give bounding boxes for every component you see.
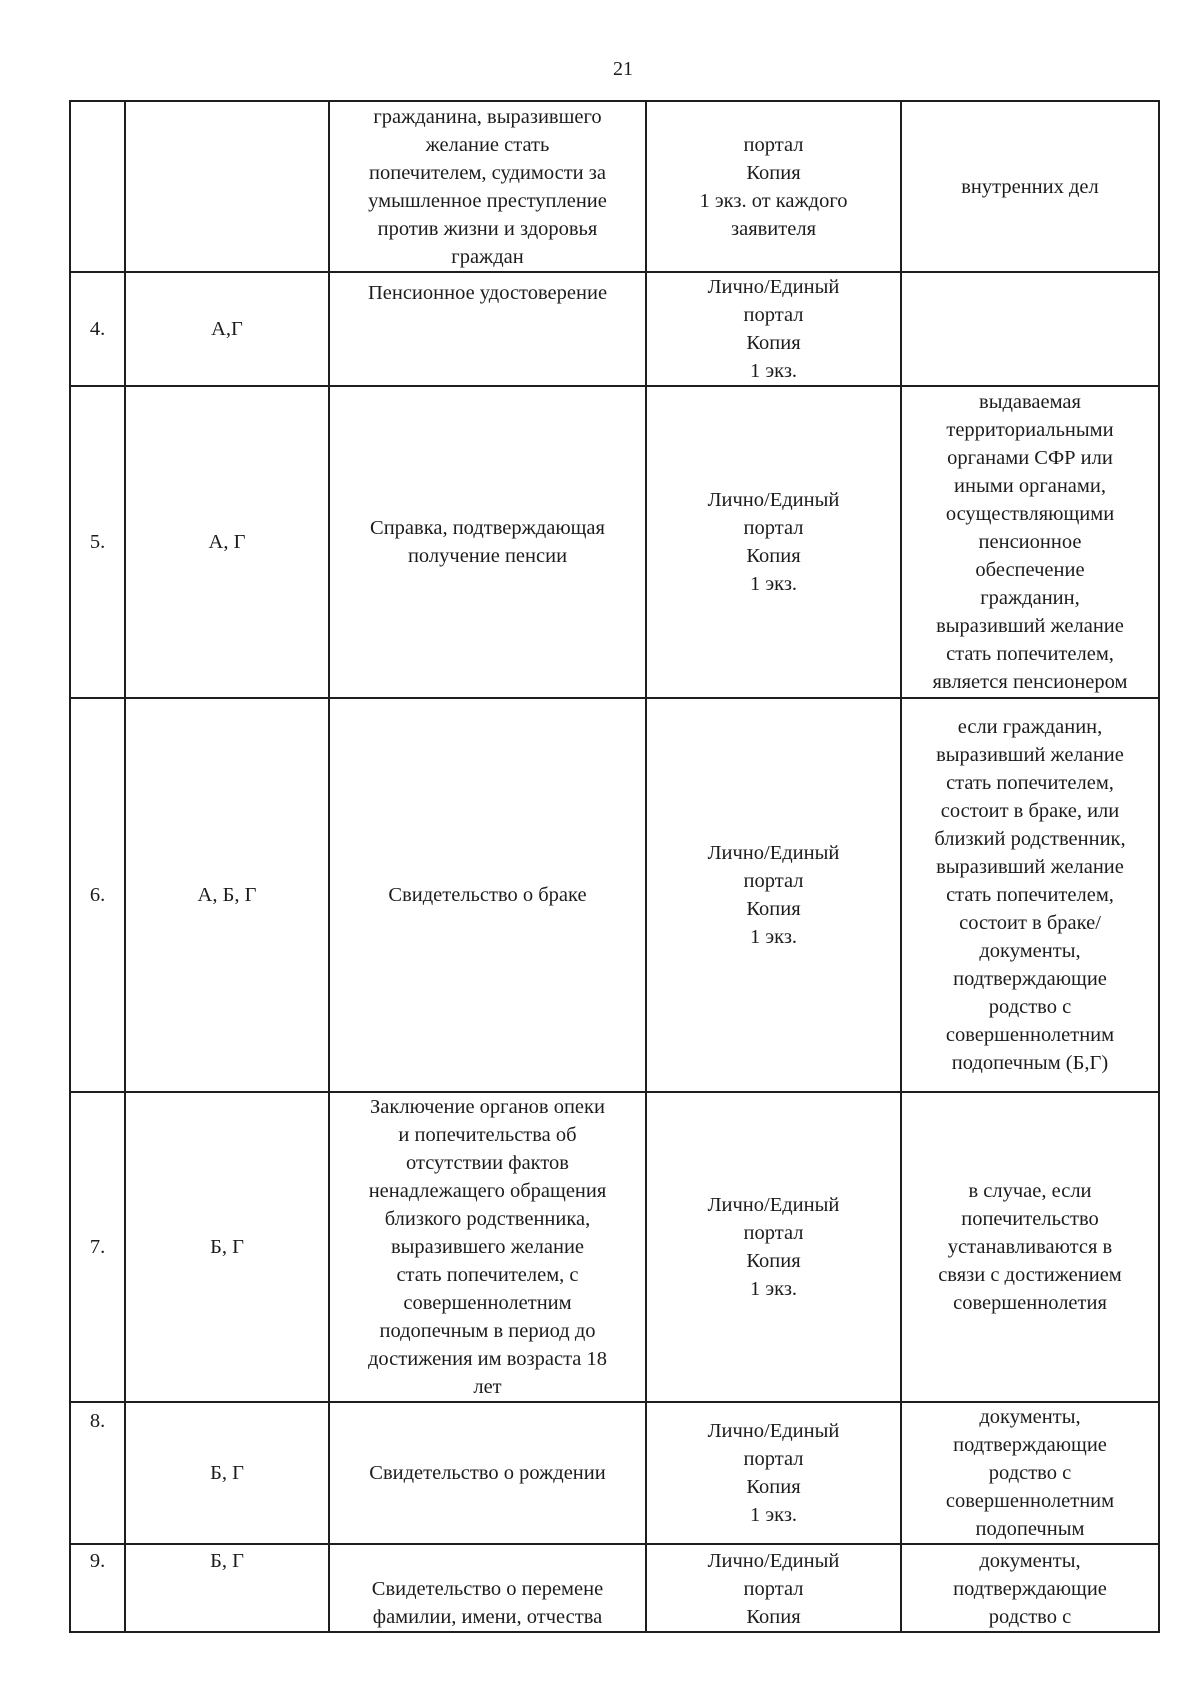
table-row	[70, 101, 1159, 272]
row-number-cell	[70, 101, 125, 272]
submission-cell: портал Копия 1 экз. от каждого заявителя	[646, 101, 901, 272]
submission-cell: Лично/Единый портал Копия 1 экз.	[646, 272, 901, 386]
table-row	[70, 386, 1159, 698]
categories-cell: А, Б, Г	[125, 698, 329, 1092]
categories-cell: А,Г	[125, 272, 329, 386]
row-number-cell: 7.	[70, 1092, 125, 1402]
row-number-cell: 9.	[70, 1544, 125, 1632]
row-number-cell: 4.	[70, 272, 125, 386]
row-number-cell: 5.	[70, 386, 125, 698]
note-cell: если гражданин, выразивший желание стать попечителем, состоит в браке, или близкий родственник, выразивший желание стать попечителем, состоит в браке/ документы, подтверждающие родство с совершеннолетним подопечным (Б,Г)	[901, 698, 1159, 1092]
submission-cell: Лично/Единый портал Копия 1 экз.	[646, 1402, 901, 1544]
document-cell: Заключение органов опеки и попечительства об отсутствии фактов ненадлежащего обращения близкого родственника, выразившего желание стать попечителем, с совершеннолетним подопечным в период до достижения им возраста 18 лет	[329, 1092, 646, 1402]
submission-cell: Лично/Единый портал Копия 1 экз.	[646, 698, 901, 1092]
note-cell	[901, 272, 1159, 386]
submission-cell: Лично/Единый портал Копия 1 экз.	[646, 386, 901, 698]
note-cell: документы, подтверждающие родство с	[901, 1544, 1159, 1632]
note-cell: документы, подтверждающие родство с совершеннолетним подопечным	[901, 1402, 1159, 1544]
submission-cell: Лично/Единый портал Копия 1 экз.	[646, 1092, 901, 1402]
table-row	[70, 1402, 1159, 1544]
table-row	[70, 272, 1159, 386]
document-cell: Справка, подтверждающая получение пенсии	[329, 386, 646, 698]
categories-cell	[125, 101, 329, 272]
document-cell: Свидетельство о браке	[329, 698, 646, 1092]
document-cell: Свидетельство о рождении	[329, 1402, 646, 1544]
note-cell: выдаваемая территориальными органами СФР или иными органами, осуществляющими пенсионное обеспечение гражданин, выразивший желание стать попечителем, является пенсионером	[901, 386, 1159, 698]
row-number-cell: 8.	[70, 1402, 125, 1544]
document-cell: Свидетельство о перемене фамилии, имени, отчества	[329, 1544, 646, 1632]
submission-cell: Лично/Единый портал Копия	[646, 1544, 901, 1632]
row-number-cell: 6.	[70, 698, 125, 1092]
categories-cell: Б, Г	[125, 1544, 329, 1632]
note-cell: внутренних дел	[901, 101, 1159, 272]
table-row	[70, 698, 1159, 1092]
document-cell: Пенсионное удостоверение	[329, 272, 646, 386]
table-row	[70, 1092, 1159, 1402]
documents-table	[69, 100, 1160, 1633]
categories-cell: А, Г	[125, 386, 329, 698]
document-cell: гражданина, выразившего желание стать попечителем, судимости за умышленное преступление против жизни и здоровья граждан	[329, 101, 646, 272]
categories-cell: Б, Г	[125, 1092, 329, 1402]
note-cell: в случае, если попечительство устанавливаются в связи с достижением совершеннолетия	[901, 1092, 1159, 1402]
page-number: 21	[613, 58, 633, 80]
categories-cell: Б, Г	[125, 1402, 329, 1544]
table-row	[70, 1544, 1159, 1632]
